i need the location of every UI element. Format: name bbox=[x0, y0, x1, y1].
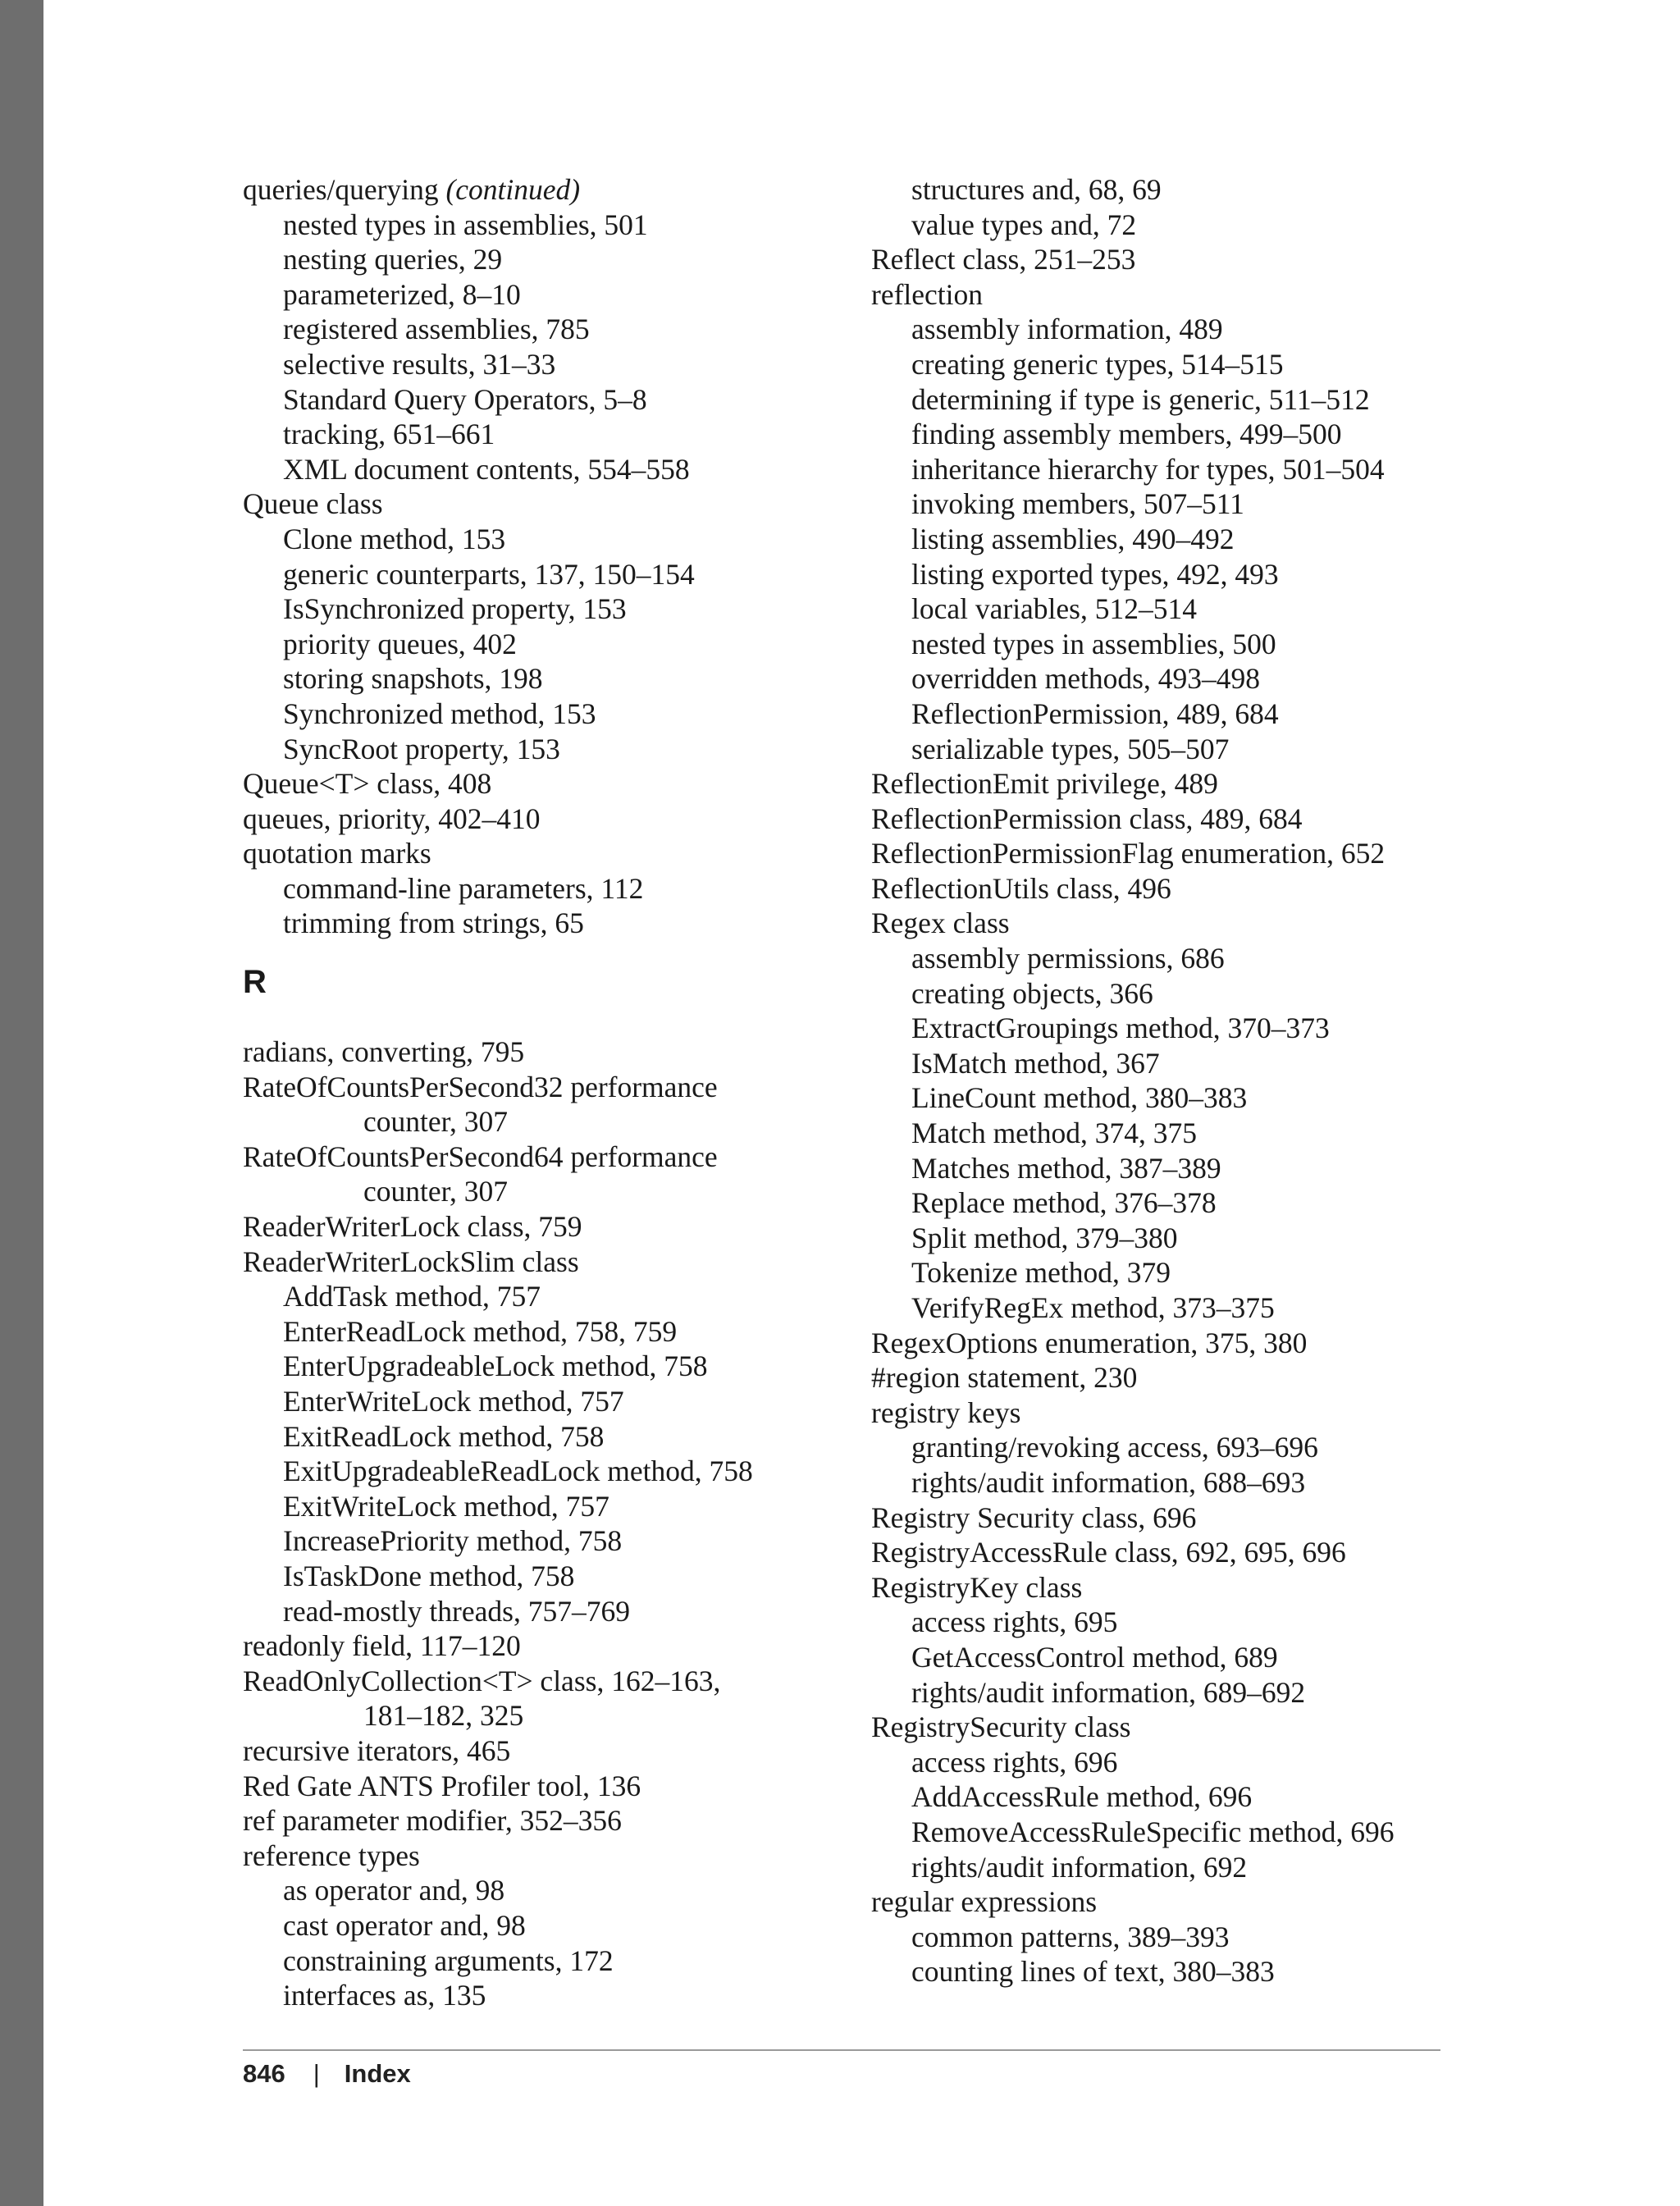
index-entry-text: SyncRoot property, 153 bbox=[283, 732, 560, 765]
index-entry bbox=[243, 836, 866, 871]
index-subentry bbox=[871, 1185, 1495, 1221]
index-subentry bbox=[871, 172, 1495, 208]
index-subentry bbox=[871, 591, 1495, 627]
index-entry-text: access rights, 695 bbox=[911, 1605, 1118, 1639]
index-entry-text: read-mostly threads, 757–769 bbox=[283, 1594, 630, 1628]
index-subentry bbox=[243, 906, 866, 941]
index-entry-text: Registry Security class, 696 bbox=[871, 1500, 1197, 1534]
index-subentry bbox=[871, 1920, 1495, 1955]
index-entry-text: assembly permissions, 686 bbox=[911, 942, 1225, 975]
index-entry-text: ReflectionEmit privilege, 489 bbox=[871, 767, 1218, 801]
index-subentry bbox=[871, 1640, 1495, 1675]
page-footer bbox=[243, 2058, 411, 2090]
index-entry bbox=[243, 1769, 866, 1804]
index-entry-text: VerifyRegEx method, 373–375 bbox=[911, 1291, 1275, 1324]
index-entry-text: ReadOnlyCollection<T> class, 162–163, bbox=[243, 1664, 721, 1697]
index-entry-text: registry keys bbox=[871, 1395, 1021, 1429]
index-entry bbox=[871, 871, 1495, 907]
index-entry-text: Queue class bbox=[243, 487, 383, 521]
index-entry-text: Standard Query Operators, 5–8 bbox=[283, 382, 647, 416]
index-entry bbox=[871, 1326, 1495, 1361]
index-subentry bbox=[243, 242, 866, 277]
index-entry bbox=[243, 486, 866, 522]
index-entry-text: Tokenize method, 379 bbox=[911, 1256, 1171, 1290]
index-subentry bbox=[871, 976, 1495, 1012]
index-entry bbox=[243, 1209, 866, 1245]
index-entry-text: nested types in assemblies, 500 bbox=[911, 627, 1276, 660]
index-entry bbox=[243, 1838, 866, 1874]
index-entry-text: Red Gate ANTS Profiler tool, 136 bbox=[243, 1769, 641, 1802]
index-entry-text: listing assemblies, 490–492 bbox=[911, 522, 1235, 555]
index-column-left bbox=[243, 172, 866, 2013]
index-subentry bbox=[243, 1594, 866, 1629]
index-entry-text: nesting queries, 29 bbox=[283, 243, 503, 276]
index-subentry bbox=[243, 417, 866, 452]
index-entry-text: interfaces as, 135 bbox=[283, 1979, 486, 2012]
index-subentry bbox=[243, 312, 866, 347]
index-subentry bbox=[871, 312, 1495, 347]
index-entry-text: registered assemblies, 785 bbox=[283, 313, 590, 346]
index-subentry bbox=[871, 1011, 1495, 1046]
index-entry-text: ReaderWriterLockSlim class bbox=[243, 1245, 579, 1278]
index-subentry bbox=[243, 1349, 866, 1384]
index-entry bbox=[243, 172, 866, 208]
index-entry bbox=[871, 1535, 1495, 1570]
index-subentry bbox=[243, 1523, 866, 1559]
index-subentry bbox=[871, 452, 1495, 487]
index-entry-text: 181–182, 325 bbox=[363, 1699, 524, 1733]
index-subentry bbox=[871, 1290, 1495, 1326]
index-entry-text: XML document contents, 554–558 bbox=[283, 452, 690, 486]
index-entry-text: regular expressions bbox=[871, 1885, 1098, 1919]
index-subentry bbox=[871, 1430, 1495, 1465]
index-entry bbox=[871, 1710, 1495, 1745]
index-entry-text: queues, priority, 402–410 bbox=[243, 802, 541, 835]
index-subentry bbox=[871, 1116, 1495, 1151]
index-subentry bbox=[243, 382, 866, 418]
index-entry-text: value types and, 72 bbox=[911, 208, 1137, 241]
index-entry-text: ExitReadLock method, 758 bbox=[283, 1419, 605, 1453]
index-entry-text: GetAccessControl method, 689 bbox=[911, 1640, 1278, 1674]
index-entry-text: IsTaskDone method, 758 bbox=[283, 1559, 575, 1592]
index-subentry bbox=[871, 1151, 1495, 1186]
index-entry-text: Replace method, 376–378 bbox=[911, 1186, 1217, 1220]
index-subentry bbox=[871, 1850, 1495, 1885]
index-entry-text: rights/audit information, 689–692 bbox=[911, 1675, 1306, 1709]
index-entry-text: inheritance hierarchy for types, 501–504 bbox=[911, 452, 1385, 486]
index-entry bbox=[871, 1884, 1495, 1920]
index-entry-text: recursive iterators, 465 bbox=[243, 1733, 511, 1767]
index-entry-text: invoking members, 507–511 bbox=[911, 487, 1244, 521]
index-entry-text: rights/audit information, 692 bbox=[911, 1850, 1248, 1884]
index-entry-text: EnterWriteLock method, 757 bbox=[283, 1385, 624, 1418]
index-entry-text: #region statement, 230 bbox=[871, 1361, 1138, 1395]
index-entry bbox=[243, 1034, 866, 1070]
index-entry-text: creating objects, 366 bbox=[911, 976, 1153, 1010]
index-entry-text: granting/revoking access, 693–696 bbox=[911, 1431, 1318, 1464]
index-subentry bbox=[871, 1046, 1495, 1081]
index-subentry bbox=[243, 277, 866, 313]
index-entry-text: RegexOptions enumeration, 375, 380 bbox=[871, 1326, 1308, 1359]
index-letter-heading: R bbox=[243, 964, 267, 1001]
index-entry bbox=[871, 242, 1495, 277]
index-entry-text: Match method, 374, 375 bbox=[911, 1117, 1198, 1150]
index-entry bbox=[243, 802, 866, 837]
index-subentry bbox=[243, 661, 866, 697]
index-entry-text: listing exported types, 492, 493 bbox=[911, 557, 1279, 591]
index-subentry bbox=[243, 1559, 866, 1594]
index-entry-text: counter, 307 bbox=[363, 1105, 509, 1139]
index-entry-text: ReaderWriterLock class, 759 bbox=[243, 1210, 582, 1244]
index-entry-text: AddAccessRule method, 696 bbox=[911, 1780, 1253, 1814]
index-entry-text: EnterReadLock method, 758, 759 bbox=[283, 1314, 678, 1348]
index-subentry bbox=[871, 486, 1495, 522]
index-entry-text: structures and, 68, 69 bbox=[911, 173, 1162, 206]
index-entry-text: IsMatch method, 367 bbox=[911, 1046, 1160, 1080]
index-entry-text: RateOfCountsPerSecond64 performance bbox=[243, 1140, 718, 1173]
index-entry-text: assembly information, 489 bbox=[911, 313, 1223, 346]
index-entry-text: queries/querying bbox=[243, 173, 446, 206]
index-subentry bbox=[871, 347, 1495, 382]
index-subentry bbox=[243, 208, 866, 243]
index-entry-text: radians, converting, 795 bbox=[243, 1035, 525, 1069]
index-entry-continuation bbox=[243, 1698, 866, 1733]
index-entry-text: AddTask method, 757 bbox=[283, 1280, 541, 1313]
index-subentry bbox=[243, 732, 866, 767]
index-entry-text: selective results, 31–33 bbox=[283, 347, 556, 381]
index-entry-text: readonly field, 117–120 bbox=[243, 1629, 521, 1663]
index-subentry bbox=[243, 697, 866, 732]
footer-separator: | bbox=[313, 2059, 320, 2088]
index-entry-continuation bbox=[243, 1104, 866, 1140]
index-entry-text: quotation marks bbox=[243, 837, 431, 870]
index-entry-text: ReflectionPermission, 489, 684 bbox=[911, 697, 1279, 730]
index-subentry bbox=[871, 1221, 1495, 1256]
index-subentry bbox=[243, 1314, 866, 1350]
footer-section-title: Index bbox=[344, 2059, 411, 2088]
index-subentry bbox=[871, 1080, 1495, 1116]
index-subentry bbox=[871, 557, 1495, 592]
index-entry-text: cast operator and, 98 bbox=[283, 1908, 526, 1942]
index-entry-text: reflection bbox=[871, 277, 984, 311]
index-subentry bbox=[871, 1815, 1495, 1850]
index-entry bbox=[243, 1628, 866, 1664]
index-entry-text: access rights, 696 bbox=[911, 1745, 1118, 1779]
index-subentry bbox=[871, 1255, 1495, 1290]
index-entry-text: as operator and, 98 bbox=[283, 1874, 505, 1907]
index-entry-text: creating generic types, 514–515 bbox=[911, 347, 1284, 381]
index-entry-text: overridden methods, 493–498 bbox=[911, 662, 1260, 696]
index-entry bbox=[871, 1500, 1495, 1536]
index-subentry bbox=[243, 627, 866, 662]
index-entry-text: counting lines of text, 380–383 bbox=[911, 1955, 1275, 1989]
index-entry bbox=[871, 1570, 1495, 1605]
index-entry-text: IncreasePriority method, 758 bbox=[283, 1524, 623, 1558]
index-subentry bbox=[243, 1279, 866, 1314]
page-number: 846 bbox=[243, 2059, 285, 2088]
index-entry-text: RemoveAccessRuleSpecific method, 696 bbox=[911, 1815, 1395, 1848]
index-entry-text: rights/audit information, 688–693 bbox=[911, 1465, 1306, 1499]
index-entry-text: command-line parameters, 112 bbox=[283, 871, 644, 905]
index-entry-text: Clone method, 153 bbox=[283, 522, 506, 555]
index-entry-text: Split method, 379–380 bbox=[911, 1221, 1178, 1254]
index-entry-text: LineCount method, 380–383 bbox=[911, 1081, 1248, 1115]
index-entry-text: Reflect class, 251–253 bbox=[871, 243, 1136, 276]
index-entry bbox=[871, 1360, 1495, 1395]
index-entry-text: determining if type is generic, 511–512 bbox=[911, 382, 1370, 416]
index-subentry bbox=[871, 697, 1495, 732]
index-entry-text: ref parameter modifier, 352–356 bbox=[243, 1804, 622, 1838]
index-subentry bbox=[871, 1605, 1495, 1640]
index-subentry bbox=[871, 522, 1495, 557]
index-entry-text: Queue<T> class, 408 bbox=[243, 767, 492, 801]
index-subentry bbox=[243, 591, 866, 627]
index-entry-text: RegistryAccessRule class, 692, 695, 696 bbox=[871, 1536, 1346, 1569]
index-entry-text: RegistryKey class bbox=[871, 1570, 1083, 1604]
index-entry-text: ReflectionPermission class, 489, 684 bbox=[871, 802, 1303, 835]
index-entry bbox=[243, 1664, 866, 1699]
index-entry-text: generic counterparts, 137, 150–154 bbox=[283, 557, 695, 591]
index-entry-text: counter, 307 bbox=[363, 1175, 509, 1208]
index-entry-text: ExitWriteLock method, 757 bbox=[283, 1489, 609, 1523]
index-entry-text: local variables, 512–514 bbox=[911, 592, 1197, 626]
index-entry-text: priority queues, 402 bbox=[283, 627, 517, 660]
index-entry bbox=[871, 906, 1495, 941]
index-entry bbox=[243, 1070, 866, 1105]
index-entry-text: nested types in assemblies, 501 bbox=[283, 208, 648, 241]
index-subentry bbox=[243, 1384, 866, 1419]
index-entry-text: reference types bbox=[243, 1838, 420, 1872]
index-entry bbox=[243, 766, 866, 802]
index-entry-text: parameterized, 8–10 bbox=[283, 277, 521, 311]
index-entry-text: RateOfCountsPerSecond32 performance bbox=[243, 1070, 718, 1103]
index-entry bbox=[243, 1245, 866, 1280]
index-entry bbox=[871, 836, 1495, 871]
index-entry-text: common patterns, 389–393 bbox=[911, 1920, 1230, 1953]
index-subentry bbox=[243, 1978, 866, 2013]
index-subentry bbox=[871, 417, 1495, 452]
index-entry-text: finding assembly members, 499–500 bbox=[911, 418, 1342, 451]
index-subentry bbox=[871, 1465, 1495, 1500]
index-subentry bbox=[243, 1454, 866, 1489]
index-subentry bbox=[871, 1779, 1495, 1815]
index-entry bbox=[243, 1733, 866, 1769]
index-entry-text: RegistrySecurity class bbox=[871, 1710, 1131, 1744]
index-entry-text: constraining arguments, 172 bbox=[283, 1943, 614, 1977]
index-subentry bbox=[243, 1943, 866, 1979]
index-entry-text: Matches method, 387–389 bbox=[911, 1151, 1221, 1185]
index-subentry bbox=[871, 627, 1495, 662]
index-entry bbox=[871, 277, 1495, 313]
index-subentry bbox=[243, 871, 866, 907]
index-entry-text: ExitUpgradeableReadLock method, 758 bbox=[283, 1455, 753, 1488]
index-subentry bbox=[243, 1908, 866, 1943]
index-column-right bbox=[871, 172, 1495, 1989]
index-subentry bbox=[243, 1419, 866, 1455]
index-entry-text: serializable types, 505–507 bbox=[911, 732, 1230, 765]
page-edge-strip bbox=[0, 0, 43, 2206]
index-entry-text: storing snapshots, 198 bbox=[283, 662, 543, 696]
index-entry-text: EnterUpgradeableLock method, 758 bbox=[283, 1350, 708, 1383]
index-subentry bbox=[871, 1745, 1495, 1780]
index-subentry bbox=[243, 1873, 866, 1908]
index-entry-text: tracking, 651–661 bbox=[283, 418, 495, 451]
index-entry bbox=[243, 1140, 866, 1175]
index-subentry bbox=[871, 941, 1495, 976]
index-subentry bbox=[871, 382, 1495, 418]
index-subentry bbox=[871, 732, 1495, 767]
index-subentry bbox=[243, 1489, 866, 1524]
index-entry bbox=[871, 802, 1495, 837]
index-subentry bbox=[243, 522, 866, 557]
index-subentry bbox=[871, 208, 1495, 243]
index-entry-continuation bbox=[243, 1174, 866, 1209]
index-entry-text: Regex class bbox=[871, 907, 1010, 940]
index-entry bbox=[243, 1803, 866, 1838]
index-entry bbox=[871, 766, 1495, 802]
index-entry bbox=[871, 1395, 1495, 1431]
index-subentry bbox=[871, 661, 1495, 697]
index-entry-text: trimming from strings, 65 bbox=[283, 907, 584, 940]
index-subentry bbox=[243, 347, 866, 382]
index-entry-text: ExtractGroupings method, 370–373 bbox=[911, 1012, 1330, 1045]
continued-marker: (continued) bbox=[445, 173, 581, 206]
index-subentry bbox=[871, 1954, 1495, 1989]
index-entry-text: Synchronized method, 153 bbox=[283, 697, 596, 730]
index-subentry bbox=[243, 557, 866, 592]
index-entry-text: IsSynchronized property, 153 bbox=[283, 592, 627, 626]
index-entry-text: ReflectionPermissionFlag enumeration, 652 bbox=[871, 837, 1386, 870]
index-subentry bbox=[243, 452, 866, 487]
footer-rule bbox=[243, 2049, 1440, 2051]
index-subentry bbox=[871, 1675, 1495, 1710]
index-entry-text: ReflectionUtils class, 496 bbox=[871, 871, 1171, 905]
